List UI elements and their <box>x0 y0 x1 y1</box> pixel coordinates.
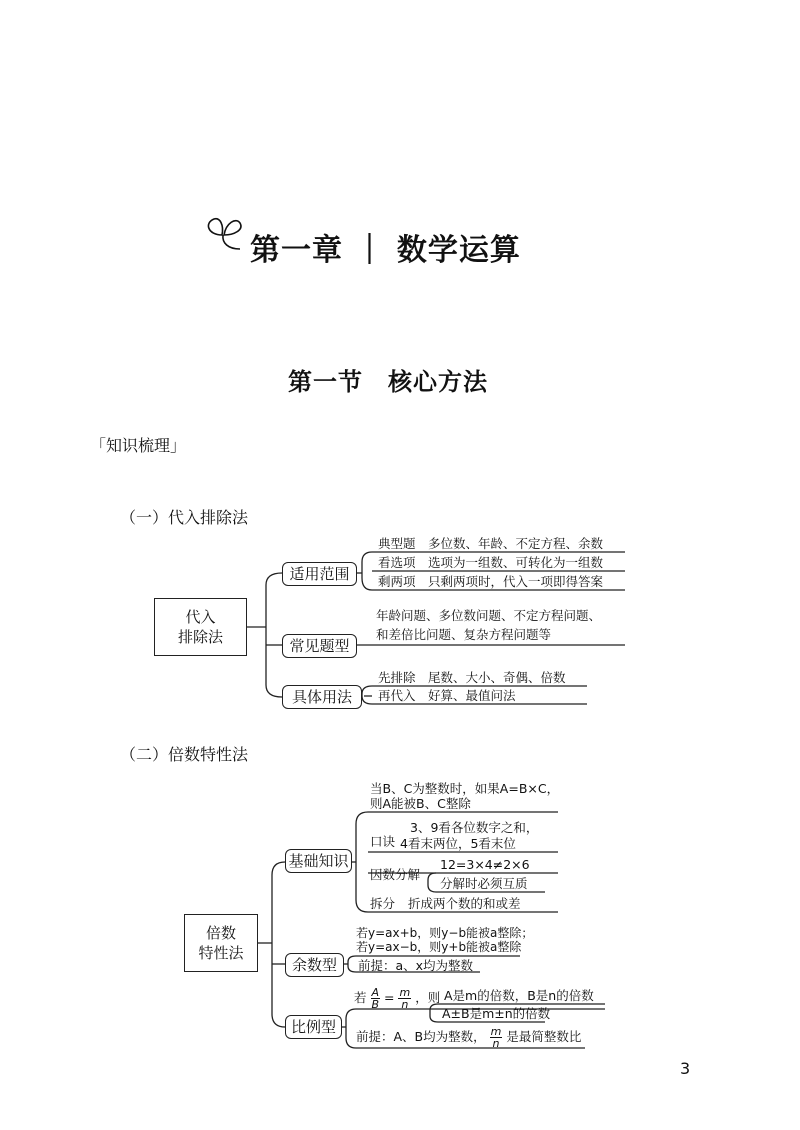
part2-basic-label: 基础知识 <box>288 852 349 870</box>
frac-n-2: n <box>492 1037 500 1050</box>
part2-ratio-label: 比例型 <box>290 1018 336 1036</box>
frac-n: n <box>401 998 409 1011</box>
fraction-m-n <box>398 987 411 1010</box>
part2-factor-top: 12=3×4≠2×6 <box>440 857 530 872</box>
part2-remainder-label: 余数型 <box>291 956 337 974</box>
part1-root-label: 代入 排除法 <box>177 608 223 646</box>
part2-factor-bottom: 分解时必须互质 <box>440 876 528 891</box>
knowledge-label: 「知识梳理」 <box>90 436 187 455</box>
section-title: 第一节 核心方法 <box>288 368 488 396</box>
part1-usage-item-2: 再代入 好算、最值问法 <box>378 688 516 703</box>
fraction-m-n-2 <box>490 1026 503 1049</box>
part1-scope-item-3: 剩两项 只剩两项时，代入一项即得答案 <box>378 574 604 589</box>
part1-scope-item-2: 看选项 选项为一组数、可转化为一组数 <box>378 555 604 570</box>
frac-b: B <box>371 998 380 1011</box>
frac-m: m <box>399 986 411 999</box>
part2-ratio-if: 若 <box>354 990 367 1005</box>
frac-m-2: m <box>490 1025 502 1038</box>
chapter-title: 第一章 ｜ 数学运算 <box>250 233 521 268</box>
part1-scope-item-1: 典型题 多位数、年龄、不定方程、余数 <box>378 536 604 551</box>
frac-a: A <box>371 986 380 999</box>
fraction-a-b <box>371 987 381 1010</box>
page-number: 3 <box>680 1059 691 1078</box>
part2-remainder-line-1: 若y=ax+b，则y−b能被a整除； <box>356 926 534 940</box>
part2-split-label: 拆分 <box>370 896 396 911</box>
part1-scope-box <box>282 562 357 586</box>
part2-ratio-then: ，则 <box>415 990 441 1005</box>
part2-basic-line-2: 则A能被B、C整除 <box>370 796 471 811</box>
part2-kou-label: 口诀 <box>370 834 396 849</box>
part1-root-box <box>154 598 247 656</box>
part2-remainder-box <box>285 953 344 977</box>
part2-kou-line-1: 3、9看各位数字之和， <box>410 820 539 835</box>
part2-split-text: 折成两个数的和或差 <box>408 896 521 911</box>
part1-scope-label: 适用范围 <box>289 565 350 583</box>
part2-title: （二）倍数特性法 <box>120 745 249 764</box>
part2-ratio-premise <box>356 1024 581 1050</box>
part2-ratio-right-2: A±B是m±n的倍数 <box>442 1006 551 1021</box>
part2-ratio-condition <box>354 984 440 1012</box>
part2-kou-line-2: 4看末两位，5看末位 <box>400 836 516 851</box>
part1-title: （一）代入排除法 <box>120 508 249 527</box>
part2-ratio-box <box>285 1015 342 1039</box>
part2-remainder-premise: 前提：a、x均为整数 <box>358 958 474 973</box>
part2-factor-label: 因数分解 <box>370 867 421 882</box>
part1-common-line-1: 年龄问题、多位数问题、不定方程问题、 <box>376 608 602 623</box>
part2-ratio-premise-pre: 前提：A、B均为整数， <box>356 1029 486 1044</box>
part1-common-line-2: 和差倍比问题、复杂方程问题等 <box>376 627 552 642</box>
part1-usage-item-1: 先排除 尾数、大小、奇偶、倍数 <box>378 670 566 685</box>
part1-common-label: 常见题型 <box>289 637 350 655</box>
part2-root-box <box>184 914 258 972</box>
part2-ratio-eq: = <box>384 990 395 1005</box>
part2-root-label: 倍数 特性法 <box>198 924 244 962</box>
part2-ratio-right-1: A是m的倍数，B是n的倍数 <box>444 988 594 1003</box>
part2-ratio-premise-post: 是最简整数比 <box>506 1029 582 1044</box>
part1-usage-label: 具体用法 <box>291 688 352 706</box>
part1-common-box <box>282 634 357 658</box>
part2-basic-line-1: 当B、C为整数时，如果A=B×C， <box>370 781 560 796</box>
part2-basic-box <box>285 849 352 873</box>
part2-remainder-line-2: 若y=ax−b，则y+b能被a整除 <box>356 940 522 954</box>
part1-usage-box <box>282 685 362 709</box>
